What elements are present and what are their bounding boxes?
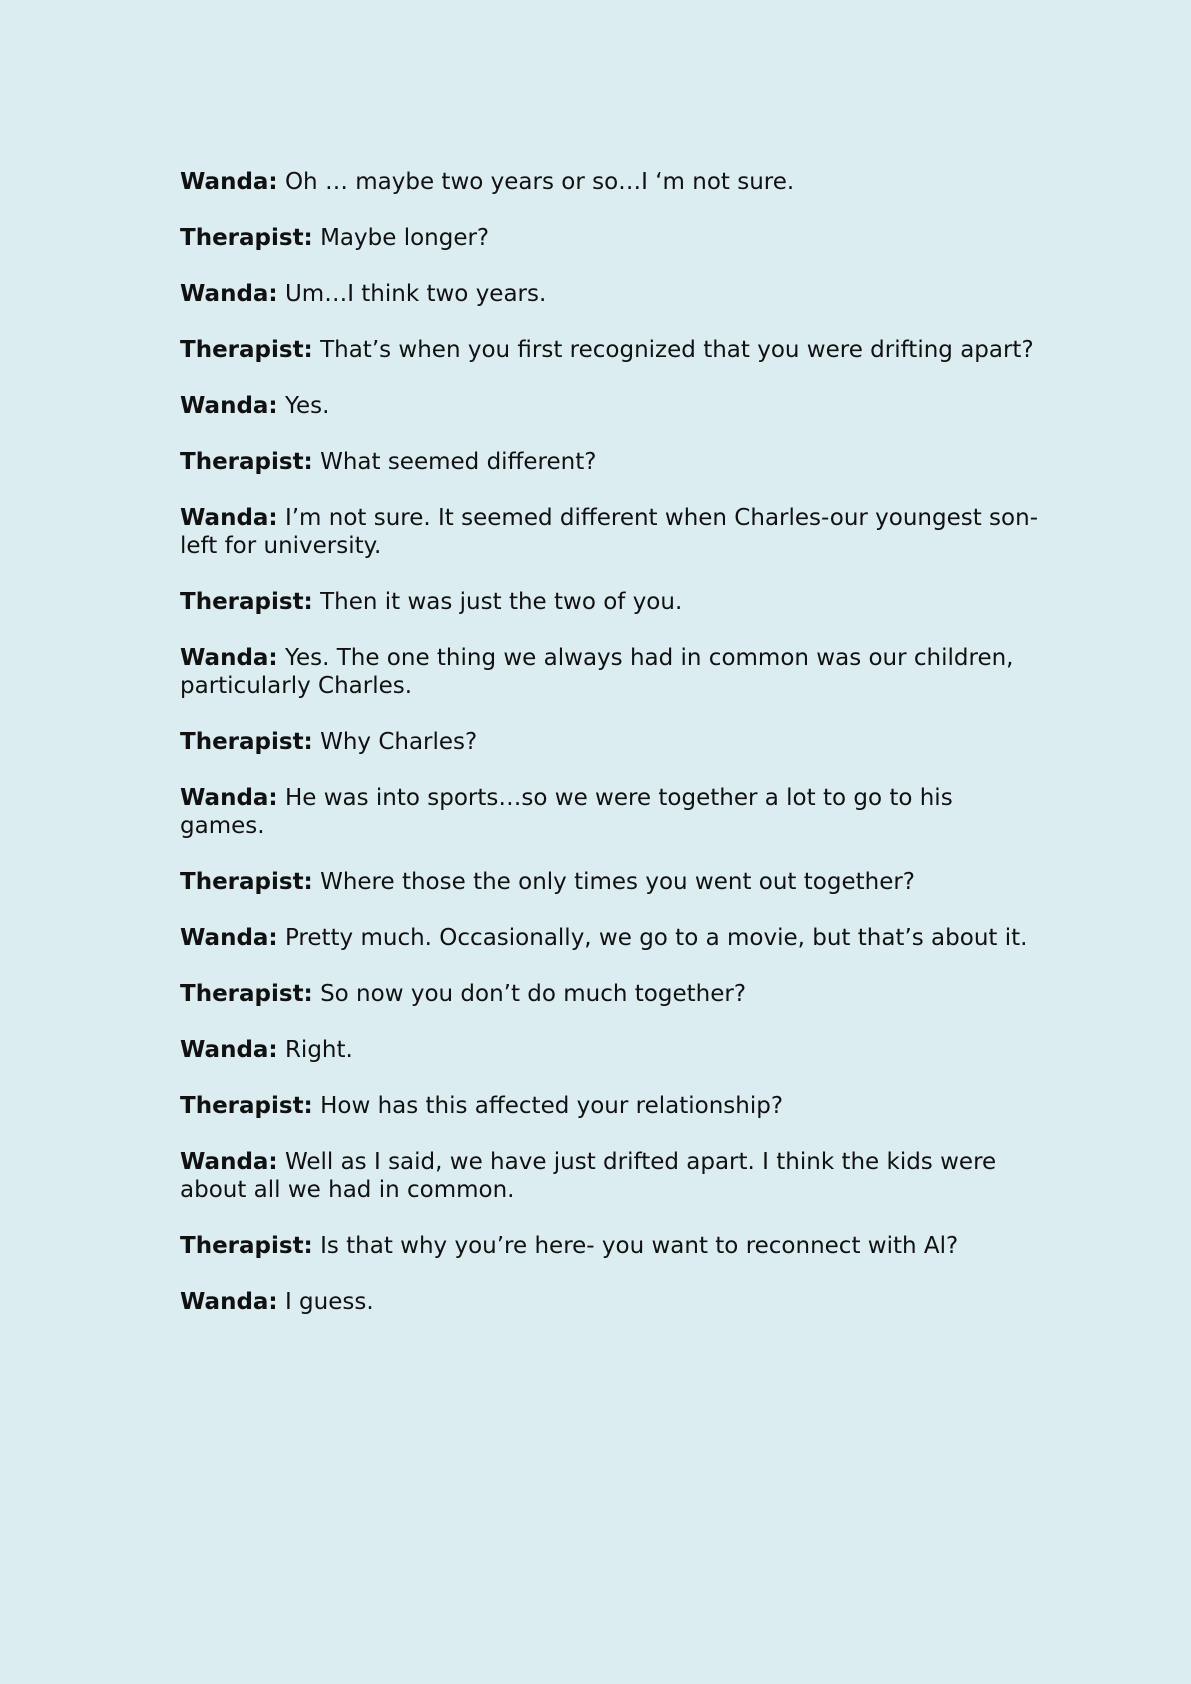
dialogue-line <box>180 448 1040 476</box>
speaker-label: Wanda: <box>180 645 278 671</box>
dialogue-text: Oh … maybe two years or so…I ‘m not sure. <box>277 169 795 195</box>
dialogue-line <box>180 1232 1040 1260</box>
dialogue-line <box>180 280 1040 308</box>
dialogue-line <box>180 644 1040 700</box>
speaker-label: Therapist: <box>180 729 313 755</box>
transcript-page <box>180 168 1040 1344</box>
dialogue-line <box>180 224 1040 252</box>
dialogue-text: What seemed different? <box>312 449 597 475</box>
dialogue-line <box>180 1092 1040 1120</box>
dialogue-text: Yes. <box>277 393 330 419</box>
dialogue-line <box>180 868 1040 896</box>
speaker-label: Therapist: <box>180 1093 313 1119</box>
speaker-label: Therapist: <box>180 337 313 363</box>
dialogue-text: Then it was just the two of you. <box>312 589 683 615</box>
dialogue-text: Well as I said, we have just drifted apart. I think the kids were about all we had in common. <box>180 1149 997 1203</box>
speaker-label: Wanda: <box>180 505 278 531</box>
dialogue-text: Pretty much. Occasionally, we go to a movie, but that’s about it. <box>277 925 1028 951</box>
dialogue-line <box>180 168 1040 196</box>
dialogue-text: How has this affected your relationship? <box>312 1093 784 1119</box>
speaker-label: Therapist: <box>180 869 313 895</box>
speaker-label: Therapist: <box>180 981 313 1007</box>
dialogue-text: So now you don’t do much together? <box>312 981 747 1007</box>
speaker-label: Wanda: <box>180 1037 278 1063</box>
dialogue-text: Why Charles? <box>312 729 478 755</box>
dialogue-line <box>180 784 1040 840</box>
dialogue-text: I guess. <box>277 1289 374 1315</box>
dialogue-text: That’s when you first recognized that you were drifting apart? <box>312 337 1034 363</box>
dialogue-line <box>180 392 1040 420</box>
speaker-label: Wanda: <box>180 925 278 951</box>
speaker-label: Wanda: <box>180 281 278 307</box>
speaker-label: Wanda: <box>180 785 278 811</box>
speaker-label: Wanda: <box>180 1289 278 1315</box>
dialogue-line <box>180 924 1040 952</box>
speaker-label: Therapist: <box>180 589 313 615</box>
dialogue-line <box>180 1036 1040 1064</box>
dialogue-text: Maybe longer? <box>312 225 490 251</box>
dialogue-line <box>180 1288 1040 1316</box>
speaker-label: Therapist: <box>180 1233 313 1259</box>
dialogue-text: Um…I think two years. <box>277 281 547 307</box>
speaker-label: Therapist: <box>180 449 313 475</box>
dialogue-text: Right. <box>277 1037 353 1063</box>
dialogue-text: Yes. The one thing we always had in common was our children, particularly Charles. <box>180 645 1014 699</box>
dialogue-text: Is that why you’re here- you want to reconnect with Al? <box>312 1233 959 1259</box>
dialogue-line <box>180 980 1040 1008</box>
dialogue-text: He was into sports…so we were together a lot to go to his games. <box>180 785 953 839</box>
dialogue-line <box>180 588 1040 616</box>
dialogue-line <box>180 336 1040 364</box>
dialogue-line <box>180 504 1040 560</box>
speaker-label: Wanda: <box>180 169 278 195</box>
dialogue-line <box>180 1148 1040 1204</box>
speaker-label: Wanda: <box>180 1149 278 1175</box>
speaker-label: Wanda: <box>180 393 278 419</box>
dialogue-line <box>180 728 1040 756</box>
dialogue-text: Where those the only times you went out together? <box>312 869 916 895</box>
dialogue-text: I’m not sure. It seemed different when Charles-our youngest son-left for university. <box>180 505 1038 559</box>
speaker-label: Therapist: <box>180 225 313 251</box>
